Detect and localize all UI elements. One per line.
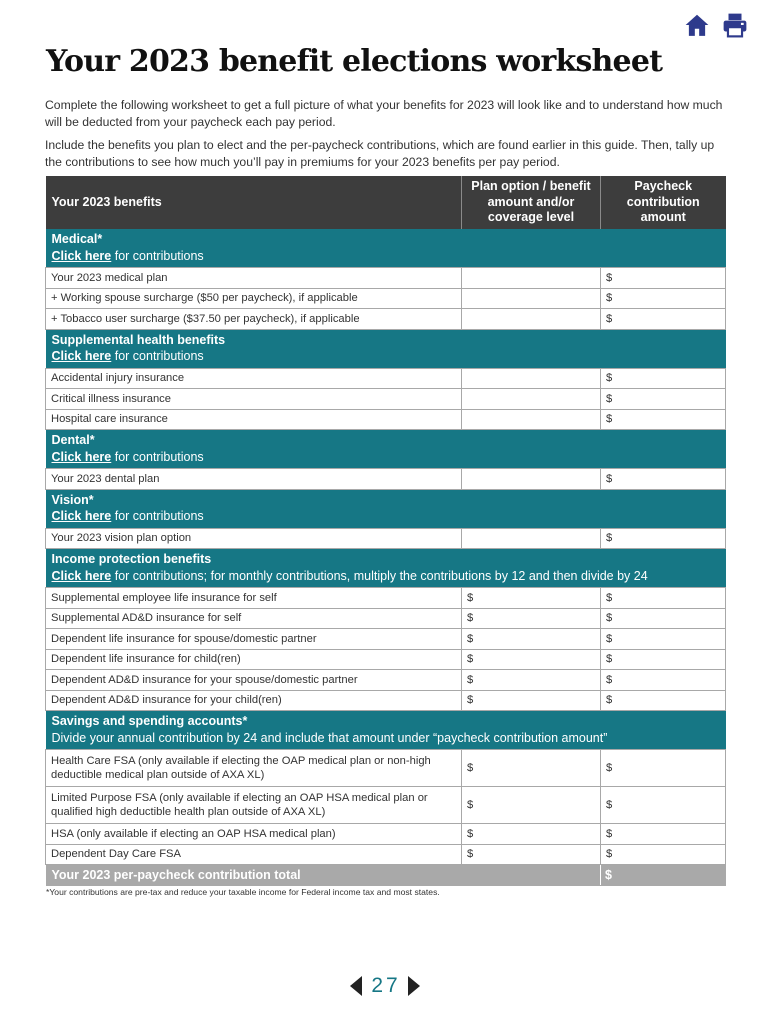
footnote: *Your contributions are pre-tax and reduce your taxable income for Federal income tax and most states. [46,887,440,897]
contribution-field[interactable]: $ [601,368,726,389]
benefit-label: Your 2023 medical plan [46,268,462,289]
section-vision [46,489,726,528]
section-title: Supplemental health benefits [51,332,226,347]
plan-option-field[interactable] [462,528,601,549]
table-header-row [46,176,726,229]
plan-option-field[interactable] [462,309,601,330]
section-note: for contributions [111,449,204,464]
benefit-label: Dependent life insurance for spouse/domestic partner [46,629,462,650]
previous-page-icon[interactable] [349,975,363,997]
table-row [46,787,726,824]
table-row [46,309,726,330]
table-row [46,588,726,609]
contribution-field[interactable]: $ [601,288,726,309]
benefit-label: Your 2023 vision plan option [46,528,462,549]
benefit-label: + Working spouse surcharge ($50 per paycheck), if applicable [46,288,462,309]
section-note: for contributions; for monthly contributions, multiply the contributions by 12 and then divide by 24 [111,568,648,583]
plan-option-field[interactable]: $ [462,824,601,845]
column-header-paycheck-contribution: Paycheck contribution amount [601,176,726,229]
table-row [46,824,726,845]
section-note: Divide your annual contribution by 24 and include that amount under “paycheck contribution amount” [51,730,608,745]
benefit-label: Supplemental AD&D insurance for self [46,608,462,629]
table-row [46,670,726,691]
plan-option-field[interactable] [462,389,601,410]
table-row [46,469,726,490]
contribution-field[interactable]: $ [601,690,726,711]
table-row [46,608,726,629]
table-row [46,528,726,549]
benefit-label: Dependent AD&D insurance for your child(ren) [46,690,462,711]
contribution-field[interactable]: $ [601,649,726,670]
contribution-field[interactable]: $ [601,787,726,824]
next-page-icon[interactable] [407,975,421,997]
benefit-label: Hospital care insurance [46,409,462,430]
plan-option-field[interactable]: $ [462,844,601,865]
plan-option-field[interactable]: $ [462,588,601,609]
section-supplemental-health [46,329,726,368]
section-title: Vision* [51,492,94,507]
print-icon[interactable] [722,12,748,38]
contribution-field[interactable]: $ [601,844,726,865]
plan-option-field[interactable] [462,268,601,289]
contribution-field[interactable]: $ [601,588,726,609]
intro-paragraph-1: Complete the following worksheet to get a full picture of what your benefits for 2023 will look like and to understand how much will be deducted from your paycheck each pay period. [45,98,723,129]
page-navigation [0,974,770,998]
plan-option-field[interactable] [462,368,601,389]
contribution-field[interactable]: $ [601,608,726,629]
plan-option-field[interactable]: $ [462,670,601,691]
table-row [46,368,726,389]
benefit-label: Your 2023 dental plan [46,469,462,490]
section-title: Medical* [51,232,103,246]
plan-option-field[interactable] [462,288,601,309]
contribution-field[interactable]: $ [601,629,726,650]
click-here-link[interactable]: Click here [51,568,112,583]
section-savings-spending [46,711,726,750]
table-row [46,649,726,670]
section-note: for contributions [111,509,204,523]
plan-option-field[interactable]: $ [462,690,601,711]
contribution-field[interactable]: $ [601,409,726,430]
benefit-label: Supplemental employee life insurance for self [46,588,462,609]
section-note: for contributions [111,349,204,363]
click-here-link[interactable]: Click here [51,449,112,464]
benefit-label: Critical illness insurance [46,389,462,410]
section-title: Dental* [51,433,95,447]
click-here-link[interactable]: Click here [51,349,112,363]
top-toolbar [684,12,748,38]
plan-option-field[interactable] [462,469,601,490]
contribution-field[interactable]: $ [601,528,726,549]
section-dental [46,430,726,469]
table-row [46,629,726,650]
column-header-benefits: Your 2023 benefits [46,176,462,229]
table-row [46,750,726,787]
plan-option-field[interactable]: $ [462,750,601,787]
plan-option-field[interactable]: $ [462,787,601,824]
benefit-label: Limited Purpose FSA (only available if electing an OAP HSA medical plan or qualified high deductible health plan outside of AXA XL) [46,787,462,824]
column-header-plan-option: Plan option / benefit amount and/or coverage level [462,176,601,229]
section-income-protection [46,549,726,588]
section-title: Income protection benefits [51,552,212,566]
total-label: Your 2023 per-paycheck contribution total [46,865,601,886]
contribution-field[interactable]: $ [601,389,726,410]
total-contribution-field[interactable]: $ [601,865,726,886]
table-row [46,268,726,289]
section-title: Savings and spending accounts* [51,714,248,728]
contribution-field[interactable]: $ [601,268,726,289]
section-medical [46,229,726,268]
table-row [46,844,726,865]
benefit-label: HSA (only available if electing an OAP HSA medical plan) [46,824,462,845]
table-row [46,409,726,430]
page-title: Your 2023 benefit elections worksheet [46,44,663,79]
benefit-label: + Tobacco user surcharge ($37.50 per paycheck), if applicable [46,309,462,330]
plan-option-field[interactable]: $ [462,629,601,650]
contribution-field[interactable]: $ [601,750,726,787]
total-row [46,865,726,886]
plan-option-field[interactable]: $ [462,649,601,670]
contribution-field[interactable]: $ [601,309,726,330]
plan-option-field[interactable] [462,409,601,430]
table-row [46,389,726,410]
intro-paragraph-2: Include the benefits you plan to elect and the per-paycheck contributions, which are found earlier in this guide. Then, tally up the contributions to see how much you’ll pay in premiums for your 2023 benefits per pay period. [45,138,715,169]
benefit-label: Health Care FSA (only available if electing the OAP medical plan or non-high deductible medical plan outside of AXA XL) [46,750,462,787]
plan-option-field[interactable]: $ [462,608,601,629]
section-note: for contributions [111,248,204,263]
benefit-label: Dependent life insurance for child(ren) [46,649,462,670]
home-icon[interactable] [684,12,710,38]
contribution-field[interactable]: $ [601,469,726,490]
click-here-link[interactable]: Click here [51,248,112,263]
click-here-link[interactable]: Click here [51,509,112,523]
benefit-label: Dependent Day Care FSA [46,844,462,865]
table-row [46,690,726,711]
benefit-elections-worksheet-table [45,176,726,886]
contribution-field[interactable]: $ [601,824,726,845]
contribution-field[interactable]: $ [601,670,726,691]
benefit-label: Dependent AD&D insurance for your spouse/domestic partner [46,670,462,691]
page-number: 27 [371,974,401,997]
benefit-label: Accidental injury insurance [46,368,462,389]
table-row [46,288,726,309]
